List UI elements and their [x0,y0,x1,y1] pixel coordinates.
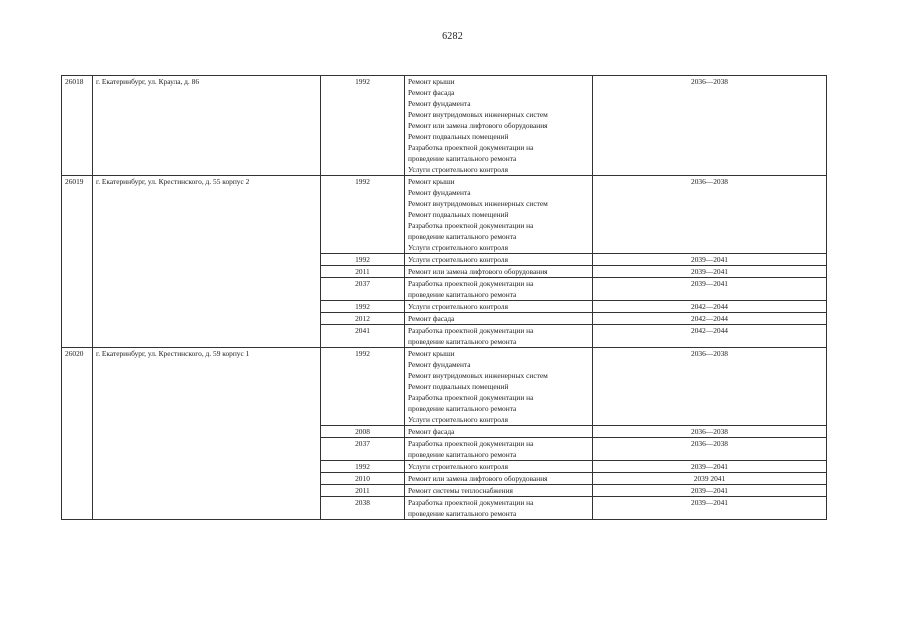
year-cell: 1992 [321,254,405,266]
planned-period-cell: 2039—2041 [593,266,827,278]
work-type-line: Ремонт внутридомовых инженерных систем [408,110,548,119]
work-types-cell [405,313,593,325]
work-type-line: Ремонт или замена лифтового оборудования [408,474,548,483]
address-cell: г. Екатеринбург, ул. Крестинского, д. 59 корпус 1 [93,348,321,520]
address-cell: г. Екатеринбург, ул. Краула, д. 86 [93,76,321,176]
schedule-table-body [62,76,827,520]
record-id-cell: 26020 [62,348,93,520]
work-type-line: Разработка проектной документации на [408,326,534,335]
work-type-line: Услуги строительного контроля [408,243,508,252]
work-type-line: проведение капитального ремонта [408,232,517,241]
work-types-cell [405,76,593,176]
work-types-cell [405,461,593,473]
planned-period-cell: 2042—2044 [593,325,827,348]
planned-period-cell: 2039—2041 [593,461,827,473]
work-type-line: Ремонт подвальных помещений [408,382,509,391]
work-type-line: Разработка проектной документации на [408,393,534,402]
year-cell: 2010 [321,473,405,485]
year-cell: 2037 [321,278,405,301]
work-type-line: Услуги строительного контроля [408,462,508,471]
work-type-line: Ремонт внутридомовых инженерных систем [408,371,548,380]
planned-period-cell: 2039 2041 [593,473,827,485]
planned-period-cell: 2042—2044 [593,313,827,325]
planned-period-cell: 2039—2041 [593,278,827,301]
work-type-line: Ремонт системы теплоснабжения [408,486,513,495]
work-type-line: Ремонт внутридомовых инженерных систем [408,199,548,208]
work-type-line: Ремонт фундамента [408,360,471,369]
work-type-line: Ремонт или замена лифтового оборудования [408,121,548,130]
planned-period-cell: 2036—2038 [593,76,827,176]
record-id-cell: 26018 [62,76,93,176]
record-id-cell: 26019 [62,176,93,348]
year-cell: 1992 [321,348,405,426]
work-types-cell [405,325,593,348]
page-number: 6282 [442,31,463,42]
work-type-line: Разработка проектной документации на [408,439,534,448]
work-type-line: Услуги строительного контроля [408,165,508,174]
work-type-line: проведение капитального ремонта [408,290,517,299]
work-type-line: Ремонт фундамента [408,99,471,108]
work-types-cell [405,497,593,520]
work-type-line: Разработка проектной документации на [408,143,534,152]
work-type-line: проведение капитального ремонта [408,450,517,459]
planned-period-cell: 2036—2038 [593,176,827,254]
work-types-cell [405,426,593,438]
work-type-line: проведение капитального ремонта [408,154,517,163]
year-cell: 1992 [321,176,405,254]
work-type-line: Разработка проектной документации на [408,498,534,507]
year-cell: 1992 [321,301,405,313]
work-type-line: Ремонт крыши [408,177,455,186]
year-cell: 2038 [321,497,405,520]
work-types-cell [405,278,593,301]
capital-repair-schedule-table [61,75,827,520]
planned-period-cell: 2042—2044 [593,301,827,313]
work-type-line: Разработка проектной документации на [408,279,534,288]
table-row [62,76,827,176]
planned-period-cell: 2039—2041 [593,497,827,520]
year-cell: 2041 [321,325,405,348]
work-type-line: Ремонт фасада [408,88,455,97]
work-types-cell [405,254,593,266]
year-cell: 2008 [321,426,405,438]
year-cell: 1992 [321,76,405,176]
work-type-line: Разработка проектной документации на [408,221,534,230]
work-types-cell [405,485,593,497]
table-row [62,348,827,426]
planned-period-cell: 2036—2038 [593,426,827,438]
work-type-line: Ремонт крыши [408,77,455,86]
work-type-line: Ремонт подвальных помещений [408,132,509,141]
planned-period-cell: 2036—2038 [593,438,827,461]
year-cell: 2012 [321,313,405,325]
planned-period-cell: 2039—2041 [593,485,827,497]
table-row [62,176,827,254]
work-types-cell [405,301,593,313]
work-type-line: Ремонт фасада [408,427,455,436]
planned-period-cell: 2036—2038 [593,348,827,426]
work-types-cell [405,176,593,254]
work-type-line: Ремонт подвальных помещений [408,210,509,219]
work-type-line: Ремонт или замена лифтового оборудования [408,267,548,276]
planned-period-cell: 2039—2041 [593,254,827,266]
work-type-line: Ремонт фасада [408,314,455,323]
work-types-cell [405,348,593,426]
work-type-line: проведение капитального ремонта [408,404,517,413]
year-cell: 2011 [321,266,405,278]
work-type-line: Услуги строительного контроля [408,255,508,264]
work-type-line: Ремонт фундамента [408,188,471,197]
year-cell: 1992 [321,461,405,473]
address-cell: г. Екатеринбург, ул. Крестинского, д. 55 корпус 2 [93,176,321,348]
work-type-line: проведение капитального ремонта [408,509,517,518]
work-types-cell [405,266,593,278]
work-type-line: проведение капитального ремонта [408,337,517,346]
work-types-cell [405,438,593,461]
work-type-line: Услуги строительного контроля [408,415,508,424]
year-cell: 2011 [321,485,405,497]
work-type-line: Ремонт крыши [408,349,455,358]
work-type-line: Услуги строительного контроля [408,302,508,311]
year-cell: 2037 [321,438,405,461]
work-types-cell [405,473,593,485]
